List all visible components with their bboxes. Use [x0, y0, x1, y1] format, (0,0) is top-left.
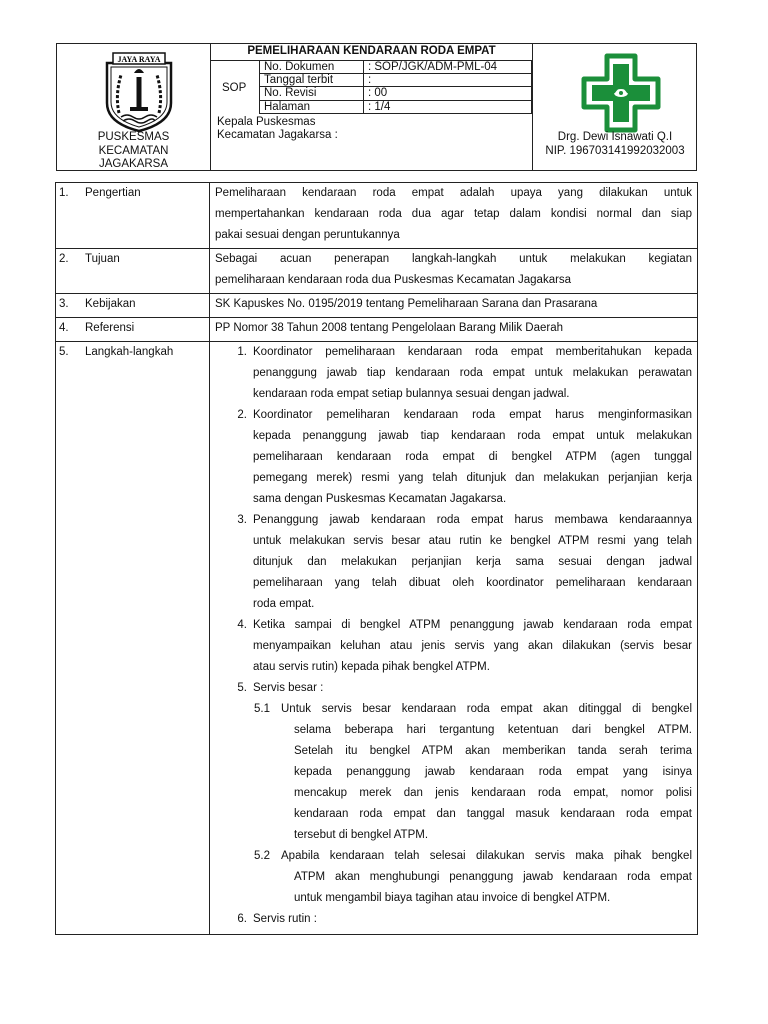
document-meta-table	[259, 60, 532, 114]
row-number: 1.	[59, 187, 69, 199]
row-content-cell	[210, 342, 698, 935]
text-line: tersebut di bengkel ATPM.	[294, 829, 429, 841]
document-title: PEMELIHARAAN KENDARAAN RODA EMPAT	[247, 45, 496, 57]
step-number: 5.	[237, 682, 247, 694]
org-line: KECAMATAN	[98, 144, 169, 157]
procedure-step	[215, 615, 692, 678]
row-content-cell: PP Nomor 38 Tahun 2008 tentang Pengelolaan Barang Milik Daerah	[210, 318, 698, 342]
row-label-cell	[56, 318, 210, 342]
text-line: Apabila kendaraan telah selesai dilakukan servis maka pihak bengkel	[281, 850, 692, 862]
meta-key: No. Dokumen	[260, 61, 364, 74]
table-row	[56, 318, 698, 342]
meta-key: No. Revisi	[260, 87, 364, 100]
text-line: pemeliharaan kendaraan roda dua Puskesmas Kecamatan Jagakarsa	[215, 274, 572, 286]
row-number: 2.	[59, 253, 69, 265]
text-line: sama dengan Puskesmas Kecamatan Jagakarsa.	[253, 493, 507, 505]
procedure-step	[215, 510, 692, 615]
text-line: Untuk servis besar kendaraan roda empat akan ditinggal di bengkel	[281, 703, 692, 715]
meta-value: : SOP/JGK/ADM-PML-04	[364, 61, 532, 74]
step-number: 3.	[237, 514, 247, 526]
text-line: kepada penanggung jawab kendaraan roda empat yang isinya	[294, 766, 692, 778]
text-line: mempertahankan kendaraan roda dua agar tetap dalam kondisi normal dan siap	[215, 208, 692, 220]
header-divider	[210, 44, 211, 170]
sop-content-table	[55, 182, 698, 935]
text-line: selama beberapa hari tergantung ketentuan dari bengkel ATPM.	[294, 724, 692, 736]
text-line: ditunjuk dan melakukan perjanjian kerja sama sesuai dengan jadwal	[253, 556, 692, 568]
text-line: Pemeliharaan kendaraan roda empat adalah upaya yang dilakukan untuk	[215, 187, 692, 199]
row-number: 3.	[59, 298, 69, 310]
table-row	[56, 294, 698, 318]
step-number: 1.	[237, 346, 247, 358]
row-number: 4.	[59, 322, 69, 334]
meta-value: : 00	[364, 87, 532, 100]
jaya-raya-logo	[97, 51, 181, 133]
row-label: Langkah-langkah	[85, 346, 174, 358]
row-content-cell	[210, 249, 698, 294]
row-label-cell	[56, 183, 210, 249]
procedure-substep	[215, 699, 692, 846]
meta-row	[260, 100, 532, 113]
sop-label: SOP	[222, 82, 247, 94]
table-row	[56, 342, 698, 935]
row-label-cell	[56, 342, 210, 935]
procedure-step	[215, 342, 692, 405]
text-line: atau servis rutin) kepada pihak bengkel ATPM.	[253, 661, 490, 673]
text-line: kepada penanggung jawab tiap kendaraan roda empat untuk melakukan	[253, 430, 692, 442]
row-label-cell	[56, 249, 210, 294]
substep-number: 5.1	[254, 703, 270, 715]
meta-key: Halaman	[260, 100, 364, 113]
text-line: mencakup merek dan jenis kendaraan roda empat, nomor polisi	[294, 787, 692, 799]
text-line: untuk mengambil biaya tagihan atau invoice di bengkel ATPM.	[294, 892, 611, 904]
procedure-step	[215, 678, 692, 699]
text-line: kendaraan roda empat dan tanggal masuk kendaraan roda empat	[294, 808, 692, 820]
approver-title	[217, 116, 338, 142]
row-number: 5.	[59, 346, 69, 358]
meta-value: :	[364, 74, 532, 87]
org-line: JAGAKARSA	[98, 158, 169, 170]
row-label: Pengertian	[85, 187, 141, 199]
signer-name: Drg. Dewi Isnawati Q.I	[557, 131, 673, 143]
table-row	[56, 183, 698, 249]
row-label: Referensi	[85, 322, 135, 334]
org-line: PUSKESMAS	[97, 131, 170, 143]
text-line: Ketika sampai di bengkel ATPM penanggung jawab kendaraan roda empat	[253, 619, 692, 631]
row-label-cell	[56, 294, 210, 318]
organization-name	[57, 131, 210, 172]
text-line: Sebagai acuan penerapan langkah-langkah untuk melakukan kegiatan	[215, 253, 692, 265]
step-number: 2.	[237, 409, 247, 421]
approver-line: Kecamatan Jagakarsa :	[217, 129, 338, 141]
substep-number: 5.2	[254, 850, 270, 862]
text-line: pemegang merek) resmi yang telah ditunjuk dan melakukan perjanjian kerja	[253, 472, 692, 484]
text-line: Servis rutin :	[253, 913, 317, 925]
document-header	[56, 43, 697, 171]
text-line: penanggung jawab tiap kendaraan roda empat untuk melakukan perawatan	[253, 367, 692, 379]
text-line: ATPM akan menghubungi penanggung jawab kendaraan roda empat	[294, 871, 692, 883]
logo-motto: JAYA RAYA	[117, 55, 161, 64]
text-line: Koordinator pemeliharan kendaraan roda empat harus menginformasikan	[253, 409, 692, 421]
meta-key: Tanggal terbit	[260, 74, 364, 87]
step-number: 6.	[237, 913, 247, 925]
text-line: menyampaikan keluhan atau jenis servis yang akan dilakukan (servis besar	[253, 640, 692, 652]
row-content-cell: SK Kapuskes No. 0195/2019 tentang Pemeliharaan Sarana dan Prasarana	[210, 294, 698, 318]
text-line: Koordinator pemeliharaan kendaraan roda empat memberitahukan kepada	[253, 346, 692, 358]
signature-block	[532, 131, 698, 158]
text-line: Setelah itu bengkel ATPM akan memberikan tanda serah terima	[294, 745, 692, 757]
approver-line: Kepala Puskesmas	[217, 116, 316, 128]
row-content-cell	[210, 183, 698, 249]
text-line: pemeliharaan yang telah dibuat oleh koordinator pemeliharaan kendaraan	[253, 577, 692, 589]
meta-row	[260, 61, 532, 74]
text-line: Penanggung jawab kendaraan roda empat harus membawa kendaraannya	[253, 514, 692, 526]
meta-row	[260, 74, 532, 87]
row-label: Tujuan	[85, 253, 120, 265]
text-line: roda empat.	[253, 598, 315, 610]
procedure-step	[215, 909, 692, 930]
text-line: kendaraan roda empat setiap bulannya sesuai dengan jadwal.	[253, 388, 570, 400]
procedure-substep	[215, 846, 692, 909]
table-row	[56, 249, 698, 294]
signer-nip: NIP. 196703141992032003	[545, 144, 685, 157]
meta-row	[260, 87, 532, 100]
text-line: untuk melakukan servis besar atau rutin ke bengkel ATPM resmi yang telah	[253, 535, 692, 547]
step-number: 4.	[237, 619, 247, 631]
procedure-step	[215, 405, 692, 510]
puskesmas-logo	[580, 52, 662, 134]
text-line: pemeliharaan kendaraan roda empat di bengkel ATPM (agen tunggal	[253, 451, 692, 463]
meta-value: : 1/4	[364, 100, 532, 113]
row-label: Kebijakan	[85, 298, 136, 310]
text-line: Servis besar :	[253, 682, 324, 694]
text-line: pakai sesuai dengan peruntukannya	[215, 229, 400, 241]
